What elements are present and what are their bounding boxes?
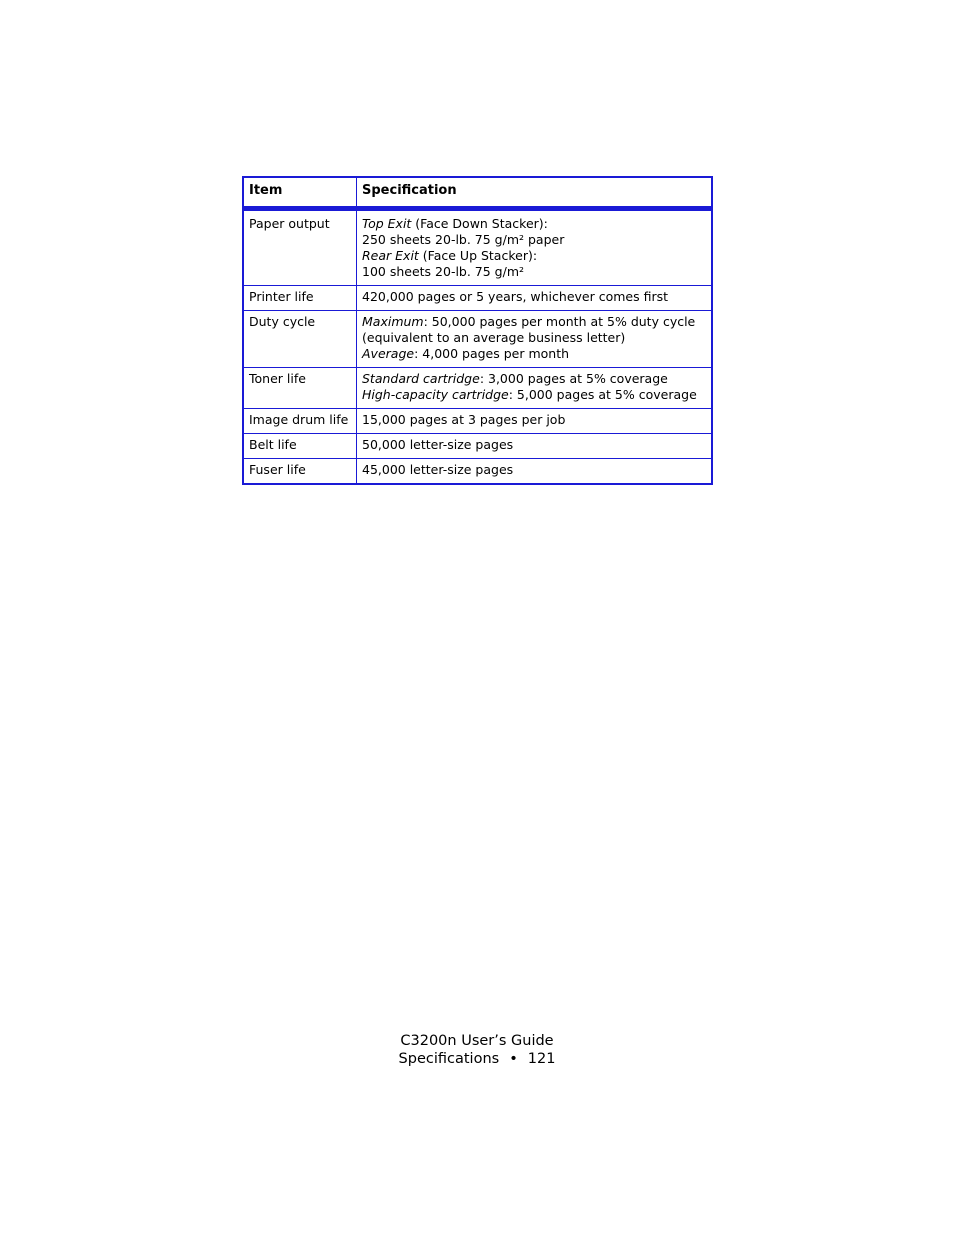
specification-table (242, 176, 713, 485)
item-cell: Image drum life (243, 409, 357, 434)
spec-cell (357, 368, 713, 409)
spec-line (362, 346, 706, 362)
item-cell: Fuser life (243, 459, 357, 485)
table-row (243, 311, 712, 368)
spec-emphasis: Rear Exit (362, 248, 419, 263)
item-cell: Duty cycle (243, 311, 357, 368)
spec-line (362, 289, 706, 305)
spec-line (362, 387, 706, 403)
spec-text: 420,000 pages or 5 years, whichever comes first (362, 289, 669, 304)
spec-cell (357, 209, 713, 286)
spec-line (362, 330, 706, 346)
spec-emphasis: Standard cartridge (362, 371, 480, 386)
table-header-row (243, 177, 712, 209)
footer-section: Specifications (398, 1051, 500, 1067)
table-row (243, 209, 712, 286)
page-number: 121 (527, 1051, 556, 1067)
spec-text: : 5,000 pages at 5% coverage (508, 387, 697, 402)
spec-cell (357, 286, 713, 311)
spec-emphasis: Average (362, 346, 415, 361)
table-row (243, 459, 712, 485)
spec-cell (357, 459, 713, 485)
item-cell: Paper output (243, 209, 357, 286)
spec-emphasis: High-capacity cartridge (362, 387, 509, 402)
table-row (243, 286, 712, 311)
spec-text: (Face Up Stacker): (418, 248, 538, 263)
table-body (243, 209, 712, 485)
spec-cell (357, 434, 713, 459)
spec-emphasis: Maximum (362, 314, 424, 329)
table-row (243, 409, 712, 434)
footer-section-line (0, 1050, 954, 1068)
spec-emphasis: Top Exit (362, 216, 412, 231)
footer-title: C3200n User’s Guide (400, 1033, 554, 1049)
spec-line (362, 412, 706, 428)
spec-line (362, 232, 706, 248)
table-row (243, 434, 712, 459)
spec-line (362, 314, 706, 330)
spec-text: (Face Down Stacker): (411, 216, 548, 231)
header-specification: Specification (357, 177, 713, 209)
item-cell: Belt life (243, 434, 357, 459)
item-cell: Printer life (243, 286, 357, 311)
spec-cell (357, 311, 713, 368)
spec-text: 15,000 pages at 3 pages per job (362, 412, 566, 427)
spec-line (362, 371, 706, 387)
spec-text: 45,000 letter-size pages (362, 462, 514, 477)
spec-text: : 3,000 pages at 5% coverage (479, 371, 668, 386)
spec-cell (357, 409, 713, 434)
spec-line (362, 248, 706, 264)
spec-text: 250 sheets 20-lb. 75 g/m² paper (362, 232, 565, 247)
spec-line (362, 462, 706, 478)
footer-bullet: • (509, 1051, 518, 1067)
spec-text: : 4,000 pages per month (414, 346, 570, 361)
spec-text: : 50,000 pages per month at 5% duty cycle (423, 314, 696, 329)
spec-line (362, 216, 706, 232)
page-footer (0, 1032, 954, 1068)
spec-text: 50,000 letter-size pages (362, 437, 514, 452)
spec-text: (equivalent to an average business letter) (362, 330, 626, 345)
item-cell: Toner life (243, 368, 357, 409)
table-row (243, 368, 712, 409)
spec-line (362, 437, 706, 453)
header-item: Item (243, 177, 357, 209)
spec-text: 100 sheets 20-lb. 75 g/m² (362, 264, 525, 279)
spec-line (362, 264, 706, 280)
